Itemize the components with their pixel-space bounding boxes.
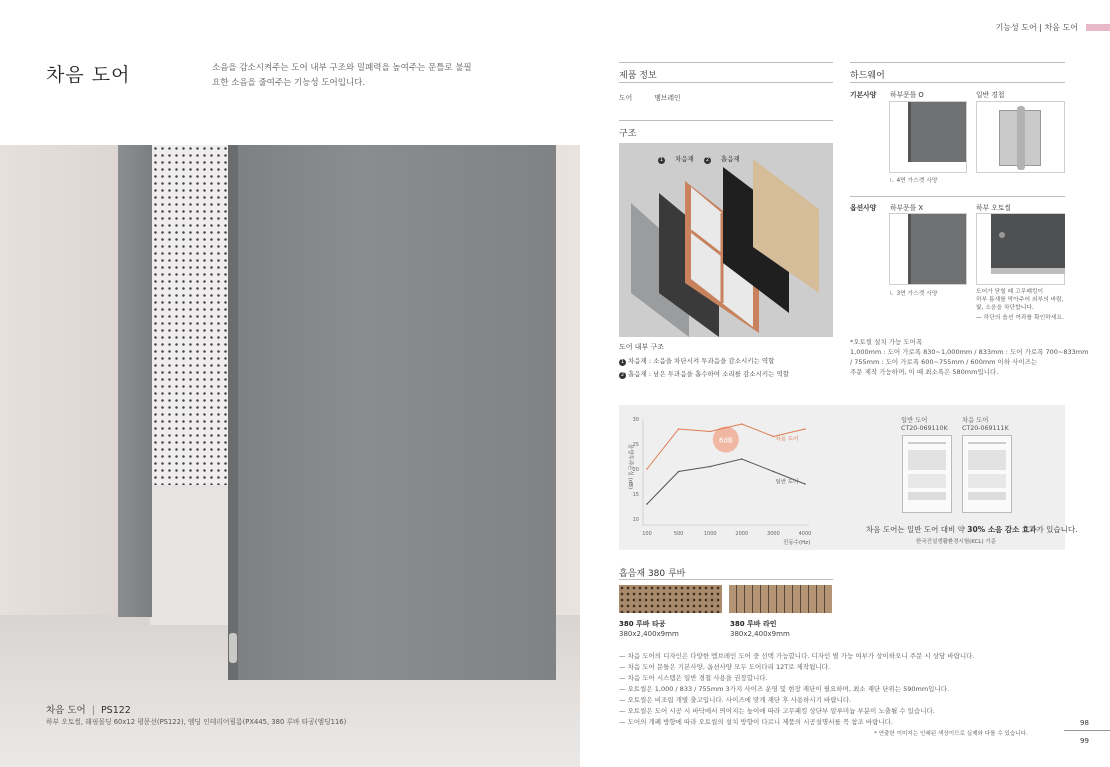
data-point (741, 458, 743, 460)
structure-legend (658, 154, 740, 164)
structure-heading: 구조 (619, 129, 637, 139)
data-point (678, 471, 680, 473)
accent-tab (1086, 24, 1110, 31)
note-item: — 오토씰은 1,000 / 833 / 755mm 3가지 사이즈 운영 및 현장 재단이 필요하며, 최소 재단 단위는 590mm입니다. (619, 685, 950, 693)
data-point (646, 468, 648, 470)
data-point (804, 428, 806, 430)
caption-sub: 하부 오토씰, 래핑몰딩 60x12 평문선(PS122), 엠딩 인테리어필름(PX445, 380 루바 타공(엠딩116) (46, 718, 347, 726)
divider (850, 62, 1065, 63)
option-note: ㄴ 3면 가스켓 사양 (889, 291, 938, 297)
page-title: 차음 도어 (46, 64, 131, 86)
x-tick-label: 2000 (735, 531, 749, 537)
data-point (773, 471, 775, 473)
y-tick-label: 15 (632, 492, 639, 498)
difference-label: 6dB (718, 436, 733, 445)
note-item: — 차음 도어 문틀은 기본사양, 옵션사양 모두 도어다리 12T로 제작됩니다. (619, 663, 831, 671)
basic-note: ㄴ 4면 가스켓 사양 (889, 178, 938, 184)
louver-perforated-swatch (619, 585, 722, 613)
caption-code: PS122 (100, 705, 131, 716)
divider (850, 196, 1065, 197)
certificate-general (902, 435, 952, 513)
x-tick-label: 100 (642, 531, 652, 537)
option-label: 옵션사양 (850, 204, 877, 212)
y-tick-label: 20 (632, 467, 639, 473)
structure-detail-title: 도어 내부 구조 (619, 343, 665, 351)
x-tick-label: 1000 (703, 531, 717, 537)
series-label: 차음 도어 (775, 436, 799, 443)
x-axis-label: 진동수(Hz) (783, 540, 811, 546)
structure-line-2: 2 흡음재 : 남은 투과음을 흡수하여 소리를 감소시키는 역할 (620, 370, 790, 378)
note-item: — 차음 도어의 디자인은 다양한 멤브레인 도어 중 선택 가능합니다. 디자인 별 가능 여부가 상이하오니 주문 시 상담 바랍니다. (619, 652, 975, 660)
intro-text: 소음을 감소시켜주는 도어 내부 구조와 밀폐력을 높여주는 문틀로 불필요한 소음을 줄여주는 기능성 도어입니다. (212, 63, 472, 88)
basic-label: 기본사양 (850, 91, 877, 99)
spec-label: 도어 (619, 94, 633, 102)
louver1-name: 380 루바 타공 (619, 620, 666, 628)
legend-item: 2 흡음재 (705, 155, 740, 163)
autoseal-image (976, 213, 1065, 285)
note-item: — 오토씰은 비조립 개별 출고입니다. 사이즈에 맞게 재단 후 사용하시기 바랍니다. (619, 696, 852, 704)
divider (850, 82, 1065, 83)
divider (619, 62, 833, 63)
y-axis-label: 음향투과손실 (dB) (627, 444, 633, 490)
hinge-image (976, 101, 1065, 173)
breadcrumb: 기능성 도어 | 차음 도어 (995, 23, 1078, 32)
option-col1: 하부문틀 X (890, 204, 924, 212)
data-point (709, 431, 711, 433)
door-photo (0, 145, 580, 767)
frame-no-sill-image (889, 213, 967, 285)
spec-value: 멤브레인 (654, 94, 681, 102)
louver2-name: 380 루바 라인 (730, 620, 777, 628)
series-label: 일반 도어 (775, 479, 799, 486)
photo-caption: 차음 도어 | PS122 (46, 705, 131, 716)
structure-diagram (619, 143, 833, 337)
footnote: * 연출한 이미지는 인쇄된 색상이므로 실제와 다를 수 있습니다. (874, 731, 1028, 737)
data-point (741, 423, 743, 425)
divider (619, 82, 833, 83)
test-source: 한국건설생활환경시험(KCL) 기준 (916, 539, 997, 545)
page-number-left: 98 (1080, 719, 1089, 727)
x-tick-label: 500 (673, 531, 684, 537)
cert2-label: 차음 도어 CT20-069111K (962, 417, 1009, 432)
legend-item: 1 차음재 (659, 155, 694, 163)
y-tick-label: 30 (632, 417, 639, 423)
basic-col2: 일반 경첩 (976, 91, 1005, 99)
reduction-summary: 차음 도어는 일반 도어 대비 약 30% 소음 감소 효과가 있습니다. (866, 525, 1078, 534)
hardware-heading: 하드웨어 (850, 71, 885, 81)
certificate-soundproof (962, 435, 1012, 513)
louver1-size: 380x2,400x9mm (619, 630, 679, 638)
caption-title: 차음 도어 (46, 705, 86, 716)
page-number-right: 99 (1080, 737, 1089, 745)
frame-image (889, 101, 967, 173)
option-col2: 하부 오토씰 (976, 204, 1011, 212)
sound-loss-chart (619, 409, 819, 549)
y-tick-label: 25 (632, 442, 639, 448)
note-item: — 도어의 개폐 방향에 따라 오토씰의 설치 방향이 다르니 제품의 시공설명서를 꼭 참조 바랍니다. (619, 718, 894, 726)
data-point (646, 503, 648, 505)
x-tick-label: 4000 (798, 531, 812, 537)
data-point (678, 428, 680, 430)
autoseal-width-notes: *오토씰 설치 가능 도어폭 1,000mm : 도어 가로폭 830~1,000mm / 833mm : 도어 가로폭 700~833mm / 755mm : 도어 가로폭 600~755mm / 600mm 이하 사이즈는 주문 제작 가능하며, 이 때 최소폭은 580mm입니다. (850, 338, 1089, 376)
x-tick-label: 3000 (767, 531, 780, 537)
note-item: — 차음 도어 시스템은 일반 경첩 사용을 권장합니다. (619, 674, 768, 682)
divider (619, 579, 833, 580)
notes-list (619, 651, 975, 728)
page-divider (1064, 730, 1110, 731)
cert1-label: 일반 도어 CT20-069110K (901, 417, 948, 432)
louver-line-swatch (729, 585, 832, 613)
autoseal-note: 도어가 닫힐 때 고무패킹이 하부 틈새를 막아주어 외부의 바람, 빛, 소음을 차단합니다. — 하단의 옵션 여과를 확인하세요. (976, 289, 1064, 321)
basic-col1: 하부문틀 O (890, 91, 924, 99)
data-point (773, 436, 775, 438)
data-point (804, 483, 806, 485)
louver-heading: 흡음재 380 루바 (619, 569, 686, 579)
spec-row (619, 92, 681, 102)
structure-line-1: 1 차음재 : 소음을 차단시켜 투과음을 감소시키는 역할 (620, 357, 775, 365)
y-tick-label: 10 (632, 517, 639, 523)
divider (619, 120, 833, 121)
product-info-heading: 제품 정보 (619, 71, 657, 81)
note-item: — 오토씰은 도어 시공 시 바닥에서 띄어지는 높이에 따라 고무패킹 상단부 알루미늄 부분이 노출될 수 있습니다. (619, 707, 935, 715)
data-point (709, 466, 711, 468)
louver2-size: 380x2,400x9mm (730, 630, 790, 638)
